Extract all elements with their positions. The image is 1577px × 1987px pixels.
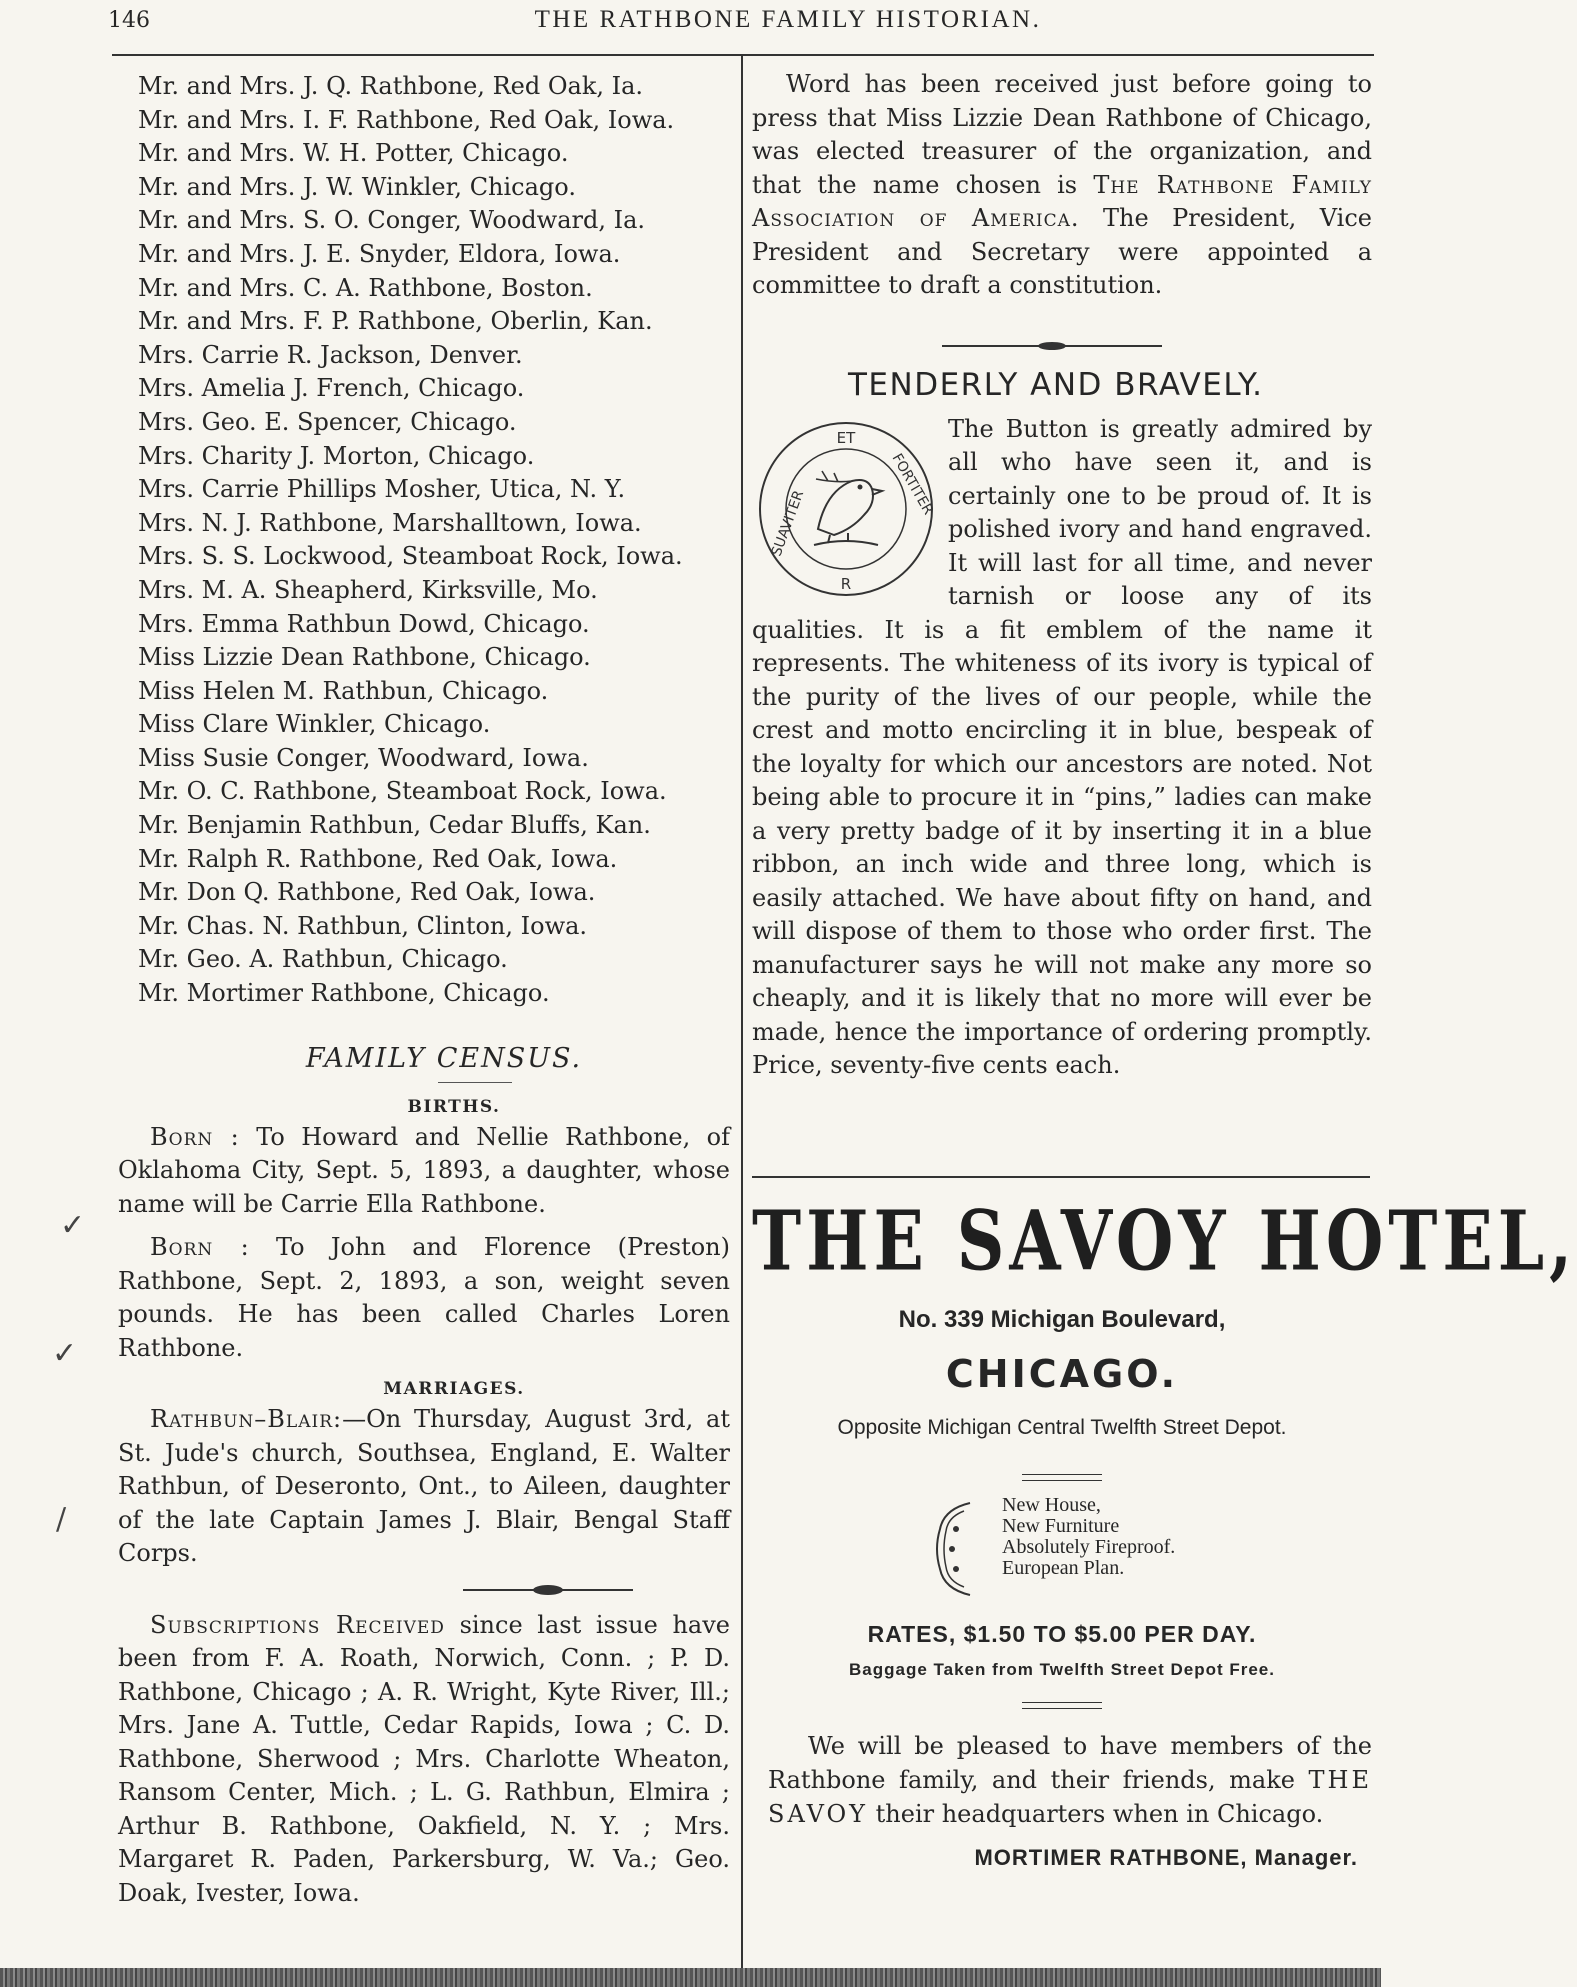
- baggage-note: Baggage Taken from Twelfth Street Depot Free.: [849, 1660, 1275, 1679]
- hotel-location: Opposite Michigan Central Twelfth Street Depot.: [837, 1416, 1287, 1439]
- subscriptions-paragraph: [118, 1609, 730, 1911]
- emblem-left-text: SUAVITER: [768, 487, 808, 558]
- list-item: Mrs. S. S. Lockwood, Steamboat Rock, Iowa.: [138, 542, 683, 571]
- savoy-advertisement: [752, 1192, 1577, 1871]
- button-article: [752, 413, 1372, 1083]
- list-item: New Furniture: [1002, 1515, 1120, 1537]
- association-notice: [752, 68, 1372, 303]
- list-item: Mrs. Amelia J. French, Chicago.: [138, 374, 525, 403]
- button-article-body: The Button is greatly admired by all who have seen it, and is certainly one to be proud of. It is polished ivory and hand engraved. It will last for all time, and never tarnish or loose any of its qualities. It is a fit emblem of the name it represents. The whiteness of its ivory is typical of the purity of the lives of our people, while the crest and motto encircling it in blue, bespeak of the loyalty for which our ancestors are noted. Not being able to procure it in “pins,” ladies can make a very pretty badge of it by inserting it in a blue ribbon, an inch wide and three long, which is easily attached. We have about fifty on hand, and will dispose of them to those who order first. The manufacturer says he will not make any more so cheaply, and it is likely that no more will ever be made, hence the importance of ordering promptly. Price, seventy-five cents each.: [752, 414, 1372, 1079]
- list-item: Mrs. N. J. Rathbone, Marshalltown, Iowa.: [138, 508, 642, 537]
- hotel-rates: RATES, $1.50 TO $5.00 PER DAY.: [867, 1621, 1257, 1647]
- marriage-notice: [118, 1403, 730, 1571]
- manager-signature: MORTIMER RATHBONE, Manager.: [974, 1845, 1358, 1870]
- list-item: Mr. and Mrs. J. W. Winkler, Chicago.: [138, 172, 576, 201]
- birth-notice: [118, 1121, 730, 1222]
- header-rule: [112, 54, 1374, 56]
- check-mark-icon: ✓: [60, 1208, 86, 1243]
- birth-notice: [118, 1231, 730, 1365]
- bracket-ornament-icon: [930, 1499, 978, 1599]
- ad-top-rule: [752, 1176, 1370, 1178]
- list-item: Mr. and Mrs. W. H. Potter, Chicago.: [138, 139, 569, 168]
- emblem-bottom-text: R: [840, 574, 852, 593]
- check-mark-icon: ✓: [52, 1336, 78, 1371]
- subscriptions-lead: Subscriptions Received: [150, 1610, 445, 1639]
- running-head: [108, 4, 1358, 48]
- notice-text: Word has been received just before going to press that Miss Lizzie Dean Rathbone of Chicago, was elected treasurer of the organization, and that the name chosen is: [752, 70, 1372, 199]
- association-name: The Rathbone Family Association of America.: [752, 170, 1373, 232]
- list-item: Mrs. Charity J. Morton, Chicago.: [138, 441, 535, 470]
- invitation-text: their headquarters when in Chicago.: [868, 1800, 1324, 1828]
- double-rule: [1022, 1702, 1102, 1709]
- list-item: Mr. Geo. A. Rathbun, Chicago.: [138, 945, 508, 974]
- ornamental-rule: [463, 1589, 633, 1591]
- list-item: Mrs. M. A. Sheapherd, Kirksville, Mo.: [138, 575, 598, 604]
- birth-text: To Howard and Nellie Rathbone, of Oklahoma City, Sept. 5, 1893, a daughter, whose name will be Carrie Ella Rathbone.: [118, 1122, 730, 1218]
- list-item: New House,: [1002, 1494, 1101, 1516]
- check-mark-icon: ∕: [56, 1502, 67, 1537]
- member-list: [118, 70, 730, 1011]
- subscriptions-text: since last issue have been from F. A. Roath, Norwich, Conn. ; P. D. Rathbone, Chicago ; A. R. Wright, Kyte River, Ill.; Mrs. Jane A. Tuttle, Cedar Rapids, Iowa ; C. D. Rathbone, Sherwood ; Mrs. Charlotte Wheaton, Ransom Center, Mich. ; L. G. Rathbun, Elmira ; Arthur B. Rathbone, Oakfield, N. Y. ; Mrs. Margaret R. Paden, Parkersburg, W. Va.; Geo. Doak, Ivester, Iowa.: [118, 1610, 730, 1907]
- list-item: Mr. Mortimer Rathbone, Chicago.: [138, 979, 550, 1008]
- emblem-right-text: FORTITER: [888, 450, 937, 518]
- census-rule: [438, 1082, 512, 1083]
- features-block: [752, 1495, 1372, 1607]
- notice-text: The President, Vice President and Secretary were appointed a committee to draft a constitution.: [752, 204, 1372, 299]
- list-item: Miss Lizzie Dean Rathbone, Chicago.: [138, 643, 591, 672]
- list-item: Mr. and Mrs. I. F. Rathbone, Red Oak, Iowa.: [138, 105, 675, 134]
- hotel-city: CHICAGO.: [945, 1352, 1179, 1396]
- family-census-heading: FAMILY CENSUS.: [305, 1042, 583, 1074]
- list-item: European Plan.: [1002, 1557, 1125, 1579]
- list-item: Mr. Don Q. Rathbone, Red Oak, Iowa.: [138, 878, 596, 907]
- list-item: Miss Susie Conger, Woodward, Iowa.: [138, 743, 589, 772]
- birth-lead: Born :: [150, 1122, 240, 1151]
- list-item: Mrs. Carrie R. Jackson, Denver.: [138, 340, 523, 369]
- births-heading: BIRTHS.: [407, 1096, 501, 1117]
- list-item: Mr. O. C. Rathbone, Steamboat Rock, Iowa.: [138, 777, 667, 806]
- double-rule: [1022, 1474, 1102, 1481]
- scan-edge: [0, 1968, 1381, 1987]
- list-item: Miss Clare Winkler, Chicago.: [138, 710, 491, 739]
- list-item: Mrs. Geo. E. Spencer, Chicago.: [138, 407, 517, 436]
- right-column: [752, 68, 1372, 1083]
- section-rule: [942, 345, 1162, 347]
- column-rule: [741, 56, 743, 1970]
- button-emblem-icon: [756, 419, 936, 599]
- birth-text: To John and Florence (Preston) Rathbone, Sept. 2, 1893, a son, weight seven pounds. He has been called Charles Loren Rathbone.: [118, 1233, 730, 1362]
- list-item: Miss Helen M. Rathbun, Chicago.: [138, 676, 549, 705]
- hotel-name: THE SAVOY HOTEL,: [752, 1192, 1577, 1290]
- features-list: [1002, 1495, 1175, 1579]
- list-item: Mrs. Emma Rathbun Dowd, Chicago.: [138, 609, 590, 638]
- article-title: TENDERLY AND BRAVELY.: [848, 366, 1264, 403]
- marriage-lead: Rathbun–Blair:: [150, 1405, 343, 1434]
- list-item: Absolutely Fireproof.: [1002, 1536, 1176, 1558]
- birth-lead: Born :: [150, 1233, 250, 1262]
- hotel-address: No. 339 Michigan Boulevard,: [898, 1306, 1226, 1333]
- list-item: Mr. and Mrs. J. E. Snyder, Eldora, Iowa.: [138, 239, 621, 268]
- running-title: THE RATHBONE FAMILY HISTORIAN.: [534, 6, 1042, 33]
- list-item: Mr. Benjamin Rathbun, Cedar Bluffs, Kan.: [138, 811, 651, 840]
- list-item: Mr. Chas. N. Rathbun, Clinton, Iowa.: [138, 911, 588, 940]
- left-column: [118, 70, 730, 1910]
- savoy-name-inline: THE SAVOY: [768, 1766, 1372, 1828]
- list-item: Mrs. Carrie Phillips Mosher, Utica, N. Y.: [138, 475, 626, 504]
- invitation-paragraph: [768, 1729, 1372, 1831]
- list-item: Mr. and Mrs. F. P. Rathbone, Oberlin, Kan.: [138, 307, 653, 336]
- marriage-text: —On Thursday, August 3rd, at St. Jude's church, Southsea, England, E. Walter Rathbun, of Deseronto, Ont., to Aileen, daughter of the late Captain James J. Blair, Bengal Staff Corps.: [118, 1405, 730, 1568]
- list-item: Mr. and Mrs. C. A. Rathbone, Boston.: [138, 273, 593, 302]
- emblem-top-text: ET: [836, 428, 856, 447]
- list-item: Mr. and Mrs. J. Q. Rathbone, Red Oak, Ia.: [138, 72, 644, 100]
- marriages-heading: MARRIAGES.: [383, 1379, 525, 1400]
- page-number: 146: [108, 8, 150, 33]
- list-item: Mr. and Mrs. S. O. Conger, Woodward, Ia.: [138, 206, 646, 235]
- invitation-text: We will be pleased to have members of the Rathbone family, and their friends, make: [768, 1732, 1372, 1794]
- list-item: Mr. Ralph R. Rathbone, Red Oak, Iowa.: [138, 844, 618, 873]
